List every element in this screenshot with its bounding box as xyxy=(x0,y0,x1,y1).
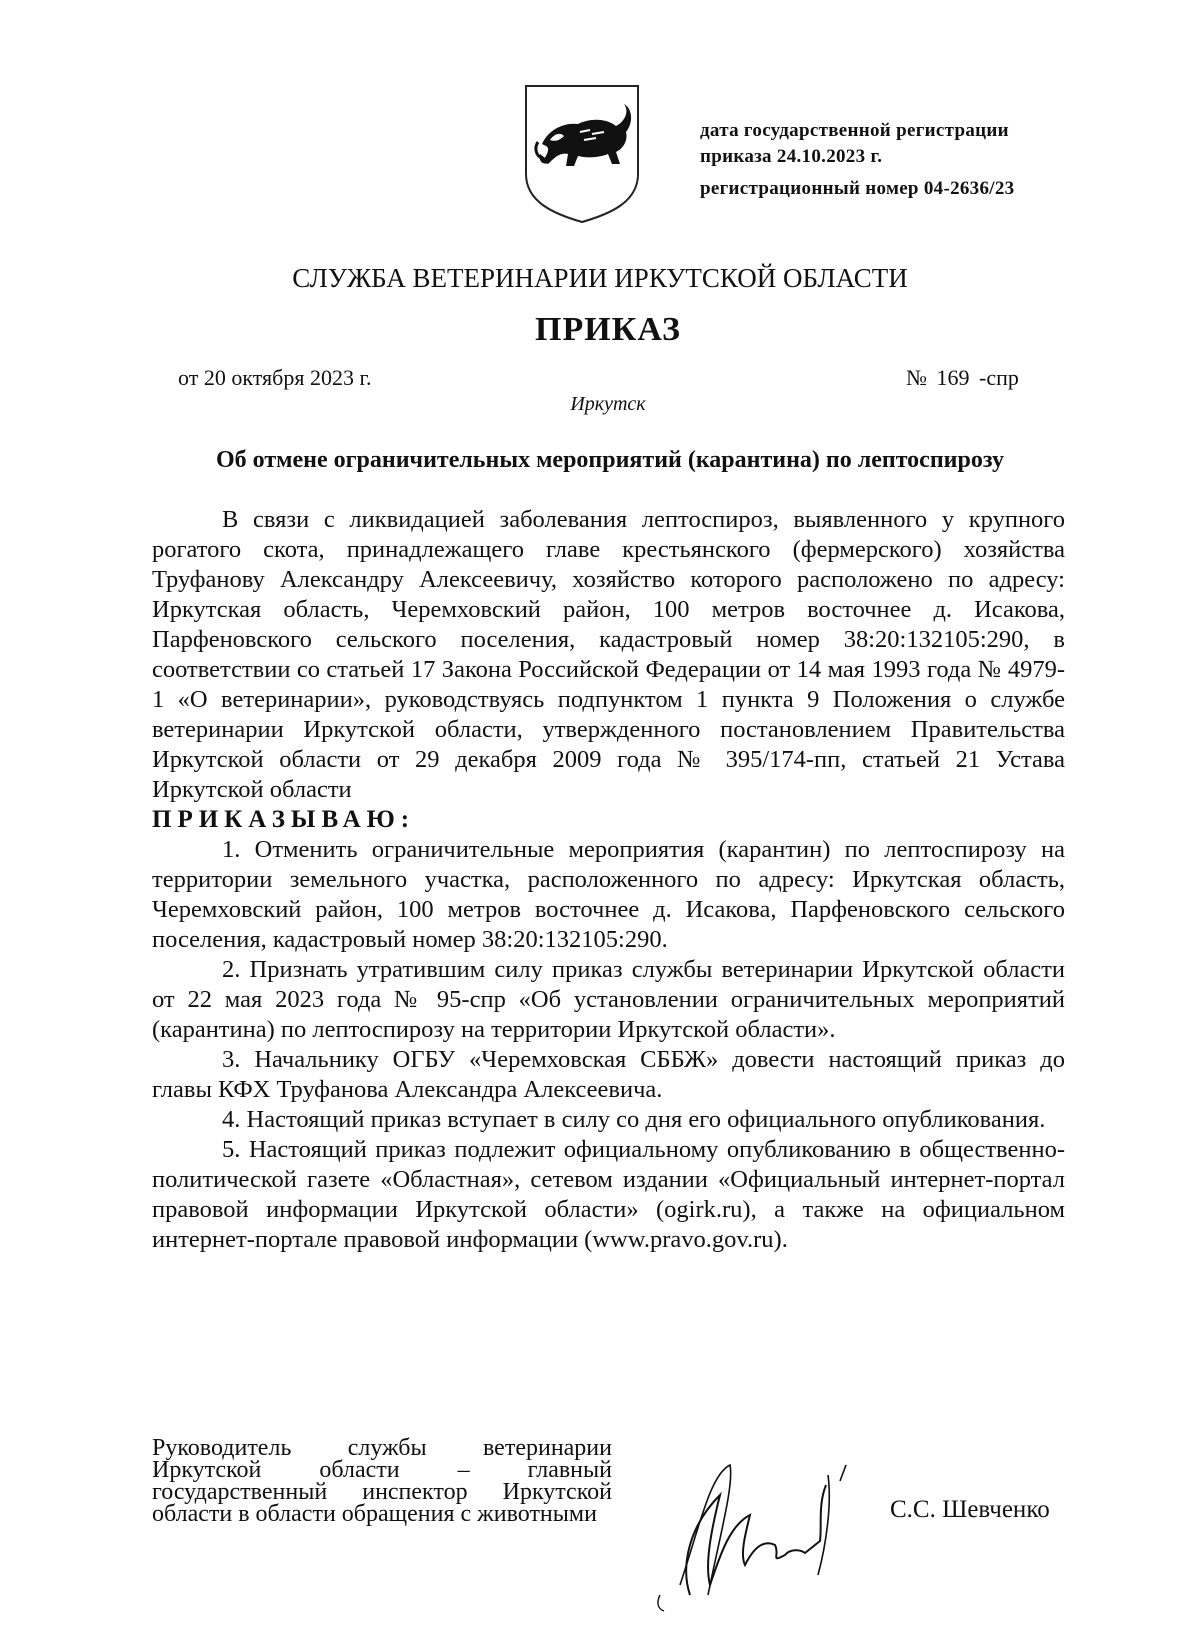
registration-stamp xyxy=(700,118,1100,202)
order-city: Иркутск xyxy=(570,393,646,415)
signatory-position: Руководитель службы ветеринарии Иркутской области – главный государственный инспектор Иркутской области в области обращения с животными xyxy=(152,1435,612,1527)
signatory-name: С.С. Шевченко xyxy=(890,1496,1050,1523)
order-item-4: 4. Настоящий приказ вступает в силу со дня его официального опубликования. xyxy=(222,1106,1046,1133)
order-item-5: 5. Настоящий приказ подлежит официальному опубликованию в общественно-политической газете «Областная», сетевом издании «Официальный интернет-портал правовой информации Иркутской области» (ogirk.ru), а также на официальном интернет-портале правовой информации (www.pravo.gov.ru). xyxy=(152,1136,1065,1253)
order-item-3: 3. Начальнику ОГБУ «Черемховская СББЖ» довести настоящий приказ до главы КФХ Труфанова Александра Алексеевича. xyxy=(152,1046,1065,1103)
order-word: ПРИКАЗЫВАЮ: xyxy=(152,806,416,833)
registration-line-3: регистрационный номер 04-2636/23 xyxy=(700,178,1015,199)
order-subject: Об отмене ограничительных мероприятий (карантина) по лептоспирозу xyxy=(216,447,1004,473)
registration-line-1: дата государственной регистрации xyxy=(700,120,1009,141)
preamble: В связи с ликвидацией заболевания лептоспироз, выявленного у крупного рогатого скота, принадлежащего главе крестьянского (фермерского) хозяйства Труфанову Александру Алексеевичу, хозяйство которого расположено по адресу: Иркутская область, Черемховский район, 100 метров восточнее д. Исакова, Парфеновского сельского поселения, кадастровый номер 38:20:132105:290, в соответствии со статьей 17 Закона Российской Федерации от 14 мая 1993 года № 4979-1 «О ветеринарии», руководствуясь подпунктом 1 пункта 9 Положения о службе ветеринарии Иркутской области, утвержденного постановлением Правительства Иркутской области от 29 декабря 2009 года № 395/174-пп, статьей 21 Устава Иркутской области xyxy=(152,506,1065,803)
registration-line-2: приказа 24.10.2023 г. xyxy=(700,146,883,167)
order-body xyxy=(152,505,1065,1255)
order-number: № 169 -спр xyxy=(906,365,1019,390)
order-date: от 20 октября 2023 г. xyxy=(178,365,372,390)
order-item-1: 1. Отменить ограничительные мероприятия (карантин) по лептоспирозу на территории земельного участка, расположенного по адресу: Иркутская область, Черемховский район, 100 метров восточнее д. Исакова, Парфеновского сельского поселения, кадастровый номер 38:20:132105:290. xyxy=(152,836,1065,953)
order-item-2: 2. Признать утратившим силу приказ службы ветеринарии Иркутской области от 22 мая 2023 года № 95-спр «Об установлении ограничительных мероприятий (карантина) по лептоспирозу на территории Иркутской области». xyxy=(152,956,1065,1043)
organization-name: СЛУЖБА ВЕТЕРИНАРИИ ИРКУТСКОЙ ОБЛАСТИ xyxy=(292,263,908,293)
document-type: ПРИКАЗ xyxy=(535,311,681,348)
handwritten-signature xyxy=(650,1445,880,1615)
coat-of-arms-icon xyxy=(520,82,644,224)
